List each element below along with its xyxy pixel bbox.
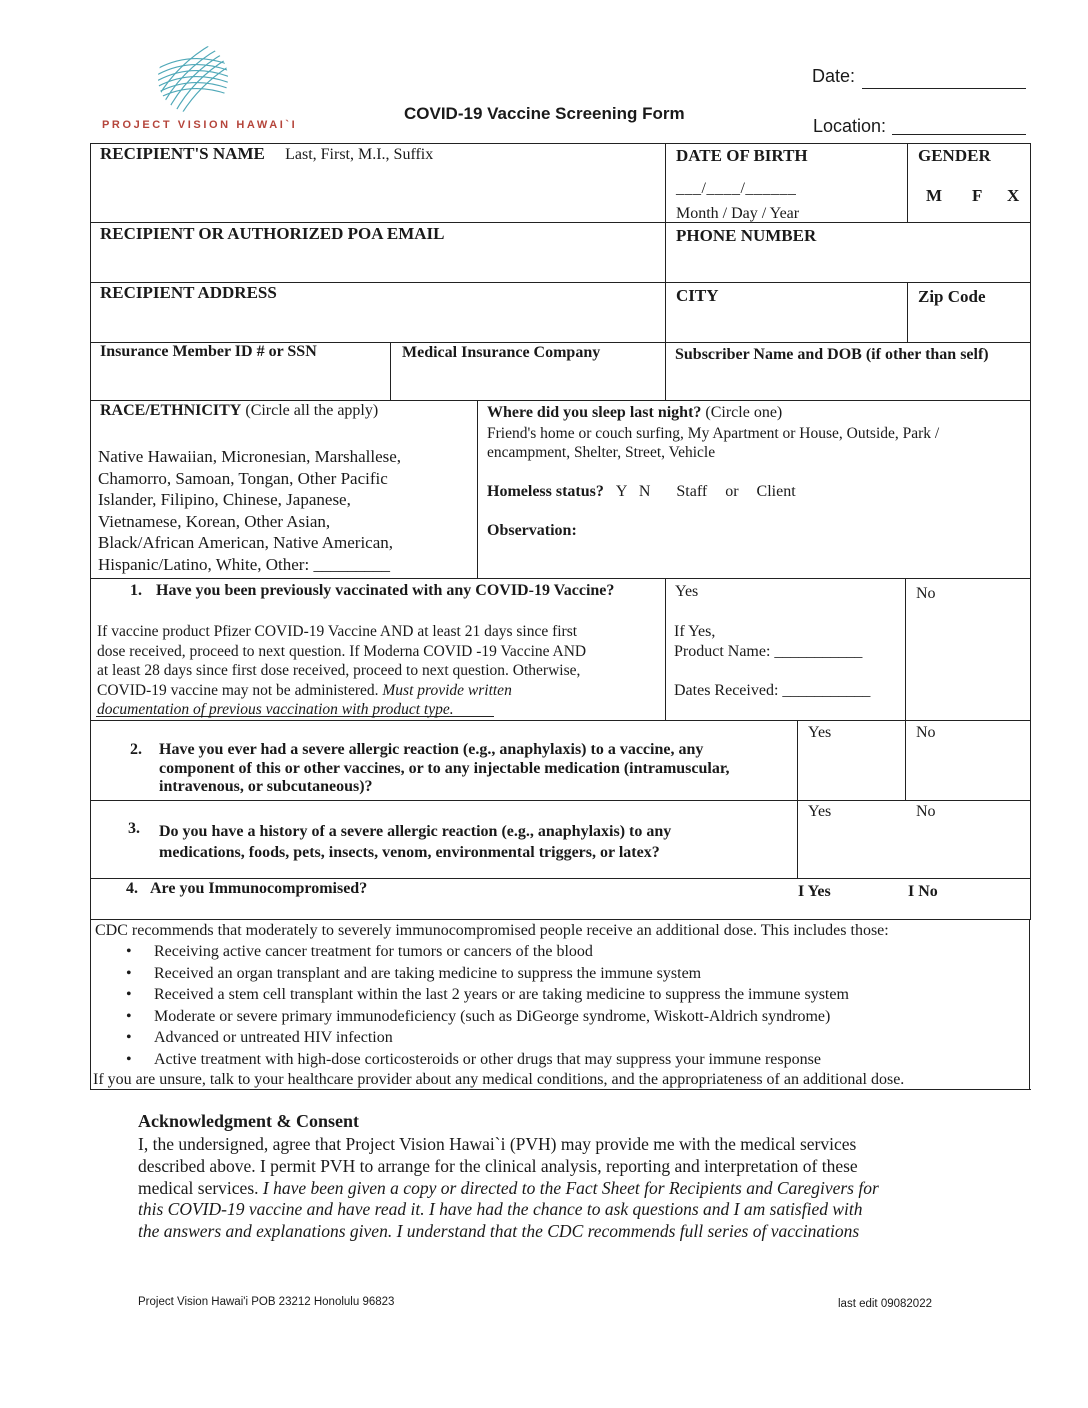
address-label: RECIPIENT ADDRESS bbox=[100, 283, 277, 302]
dob-field[interactable]: ___/____/______ bbox=[676, 180, 797, 197]
dob-hint: Month / Day / Year bbox=[676, 205, 800, 222]
bullet-text: Advanced or untreated HIV infection bbox=[154, 1029, 393, 1047]
q1-detail-line: at least 28 days since first dose received, proceed to next question. Otherwise, bbox=[97, 662, 581, 680]
list-item bbox=[128, 963, 849, 985]
email-label: RECIPIENT OR AUTHORIZED POA EMAIL bbox=[100, 224, 445, 243]
bullet-text: Received an organ transplant and are taking medicine to suppress the immune system bbox=[154, 964, 702, 982]
bullet-text: Active treatment with high-dose corticosteroids or other drugs that may suppress your immune response bbox=[154, 1050, 821, 1068]
q3-line: Do you have a history of a severe allergic reaction (e.g., anaphylaxis) to any bbox=[159, 823, 672, 840]
col-rule bbox=[477, 400, 478, 578]
homeless-yn[interactable]: Y N bbox=[615, 483, 651, 500]
q3-line: medications, foods, pets, insects, venom, environmental triggers, or latex? bbox=[159, 844, 660, 861]
bullet-text: Moderate or severe primary immunodeficiency (such as DiGeorge syndrome, Wiskott-Aldrich syndrome) bbox=[154, 1007, 831, 1025]
q1-no[interactable]: No bbox=[916, 585, 936, 602]
col-rule bbox=[907, 143, 908, 222]
info-right-rule bbox=[1029, 920, 1030, 1090]
q2-question bbox=[159, 741, 729, 797]
race-hint: (Circle all the apply) bbox=[245, 402, 379, 419]
row-rule bbox=[90, 878, 1031, 879]
race-line: Islander, Filipino, Chinese, Japanese, bbox=[98, 490, 351, 510]
q1-if-yes: If Yes, bbox=[674, 623, 716, 640]
row-rule bbox=[90, 578, 1031, 579]
consent-line: I, the undersigned, agree that Project Vision Hawai`i (PVH) may provide me with the medical services bbox=[138, 1134, 857, 1154]
consent-line: this COVID-19 vaccine and have read it. I have had the chance to ask questions and I am satisfied with bbox=[138, 1199, 863, 1220]
row-rule bbox=[90, 222, 1031, 223]
gender-option-x[interactable]: X bbox=[1007, 186, 1020, 205]
subscriber-label: Subscriber Name and DOB (if other than self) bbox=[675, 346, 989, 363]
gender-option-m[interactable]: M bbox=[926, 186, 943, 205]
race-heading bbox=[100, 402, 378, 420]
consent-line: the answers and explanations given. I understand that the CDC recommends full series of vaccinations bbox=[138, 1221, 860, 1242]
race-line: Native Hawaiian, Micronesian, Marshallese, bbox=[98, 447, 402, 466]
bullet-text: Receiving active cancer treatment for tumors or cancers of the blood bbox=[154, 943, 593, 960]
footer-address: Project Vision Hawai'i POB 23212 Honolulu 96823 bbox=[138, 1296, 395, 1308]
insurance-company-label: Medical Insurance Company bbox=[402, 344, 601, 361]
or-text: or bbox=[725, 483, 739, 500]
q1-detail-line: dose received, proceed to next question. If Moderna COVID -19 Vaccine AND bbox=[97, 642, 587, 660]
sleep-question bbox=[487, 404, 782, 422]
homeless-status bbox=[487, 483, 796, 501]
consent-italic: I have been given a copy or directed to the Fact Sheet for Recipients and Caregivers for bbox=[262, 1177, 879, 1198]
row-rule bbox=[90, 800, 1031, 801]
recipient-name-cell[interactable] bbox=[100, 144, 433, 164]
col-rule bbox=[390, 342, 391, 400]
col-rule bbox=[665, 143, 666, 400]
org-logo bbox=[150, 40, 236, 116]
recipient-name-hint: Last, First, M.I., Suffix bbox=[285, 146, 434, 163]
q2-line: component of this or other vaccines, or to any injectable medication (intramuscular, bbox=[159, 759, 730, 777]
list-item bbox=[128, 941, 849, 963]
race-line: Vietnamese, Korean, Other Asian, bbox=[98, 511, 331, 531]
insurance-id-label: Insurance Member ID # or SSN bbox=[100, 343, 317, 360]
col-rule bbox=[665, 578, 666, 720]
consent-line: described above. I permit PVH to arrange for the clinical analysis, reporting and interpretation of these bbox=[138, 1155, 858, 1176]
observation-label: Observation: bbox=[487, 522, 577, 539]
q3-question bbox=[159, 821, 671, 863]
row-rule bbox=[90, 400, 1031, 401]
q2-no[interactable]: No bbox=[916, 724, 936, 741]
col-rule bbox=[905, 578, 906, 800]
city-label: CITY bbox=[676, 286, 719, 305]
q3-no[interactable]: No bbox=[916, 803, 936, 820]
q1-product-name[interactable]: Product Name: ___________ bbox=[674, 643, 863, 660]
consent-line bbox=[138, 1178, 879, 1200]
race-line: Chamorro, Samoan, Tongan, Other Pacific bbox=[98, 468, 388, 488]
q1-details bbox=[97, 622, 586, 720]
q4-no[interactable]: I No bbox=[908, 883, 938, 900]
phone-label: PHONE NUMBER bbox=[676, 226, 817, 245]
q3-number: 3. bbox=[128, 820, 140, 837]
q1-underline bbox=[96, 716, 494, 717]
race-heading-text: RACE/ETHNICITY bbox=[100, 402, 242, 419]
homeless-label: Homeless status? bbox=[487, 483, 604, 500]
gender-label: GENDER bbox=[918, 146, 991, 165]
q1-number: 1. bbox=[130, 582, 142, 599]
consent-heading: Acknowledgment & Consent bbox=[138, 1111, 360, 1131]
col-rule bbox=[907, 282, 908, 342]
list-item bbox=[128, 1027, 849, 1049]
consent-text: medical services. bbox=[138, 1177, 259, 1198]
list-item bbox=[128, 1006, 849, 1028]
info-bottom-rule bbox=[90, 1089, 1031, 1090]
q1-detail-line bbox=[97, 681, 586, 701]
q1-question bbox=[130, 582, 614, 600]
q1-text: Have you been previously vaccinated with any COVID-19 Vaccine? bbox=[156, 582, 615, 599]
col-rule bbox=[797, 720, 798, 878]
date-field[interactable] bbox=[862, 70, 1026, 89]
q4-footer: If you are unsure, talk to your healthcare provider about any medical conditions, and the appropriateness of an additional dose. bbox=[93, 1071, 905, 1088]
q1-dates-received[interactable]: Dates Received: ___________ bbox=[674, 682, 871, 699]
q4-yes[interactable]: I Yes bbox=[798, 883, 831, 900]
q4-intro: CDC recommends that moderately to severely immunocompromised people receive an additional dose. This includes those: bbox=[95, 922, 889, 939]
q2-line: intravenous, or subcutaneous)? bbox=[159, 778, 373, 795]
q1-detail-italic-line: documentation of previous vaccination with product type. bbox=[97, 701, 454, 719]
q1-detail-italic: Must provide written bbox=[382, 681, 512, 699]
sleep-options-1[interactable]: Friend's home or couch surfing, My Apartment or House, Outside, Park / bbox=[487, 425, 940, 442]
race-line: Black/African American, Native American, bbox=[98, 533, 394, 553]
info-left-rule bbox=[90, 920, 91, 1090]
q1-detail-line: If vaccine product Pfizer COVID-19 Vaccine AND at least 21 days since first bbox=[97, 623, 578, 640]
q4-question bbox=[126, 880, 367, 898]
q1-detail-text: COVID-19 vaccine may not be administered. bbox=[97, 681, 379, 699]
location-label: Location: bbox=[813, 116, 887, 136]
q2-yes[interactable]: Yes bbox=[808, 724, 832, 741]
q3-yes[interactable]: Yes bbox=[808, 803, 832, 820]
recipient-name-label: RECIPIENT'S NAME bbox=[100, 144, 265, 163]
zip-label: Zip Code bbox=[918, 287, 986, 306]
date-label bbox=[812, 66, 855, 87]
date-label-text: Date: bbox=[812, 66, 856, 86]
list-item bbox=[128, 984, 849, 1006]
dob-label: DATE OF BIRTH bbox=[676, 146, 808, 165]
sleep-question-text: Where did you sleep last night? bbox=[487, 404, 702, 421]
location-field[interactable] bbox=[892, 118, 1026, 135]
row-rule bbox=[90, 720, 1031, 721]
race-line: Hispanic/Latino, White, Other: _________ bbox=[98, 554, 390, 574]
bullet-text: Received a stem cell transplant within the last 2 years or are taking medicine to suppress the immune system bbox=[154, 986, 849, 1004]
consent-body bbox=[138, 1134, 879, 1243]
q4-bullet-list bbox=[128, 941, 849, 1071]
race-options[interactable] bbox=[98, 446, 401, 576]
org-name: PROJECT VISION HAWAI`I bbox=[102, 119, 298, 131]
staff-option[interactable]: Staff bbox=[676, 483, 708, 500]
q4-text: Are you Immunocompromised? bbox=[150, 880, 368, 897]
form-title: COVID-19 Vaccine Screening Form bbox=[404, 104, 685, 123]
footer-last-edit: last edit 09082022 bbox=[838, 1298, 932, 1310]
client-option[interactable]: Client bbox=[756, 483, 796, 500]
q2-number: 2. bbox=[130, 741, 142, 758]
sleep-options-2[interactable]: encampment, Shelter, Street, Vehicle bbox=[487, 444, 716, 461]
q2-line: Have you ever had a severe allergic reaction (e.g., anaphylaxis) to a vaccine, any bbox=[159, 741, 704, 758]
gender-option-f[interactable]: F bbox=[972, 186, 983, 205]
q4-number: 4. bbox=[126, 880, 138, 897]
list-item bbox=[128, 1049, 849, 1071]
sleep-hint: (Circle one) bbox=[705, 404, 783, 421]
q1-yes[interactable]: Yes bbox=[675, 583, 699, 600]
